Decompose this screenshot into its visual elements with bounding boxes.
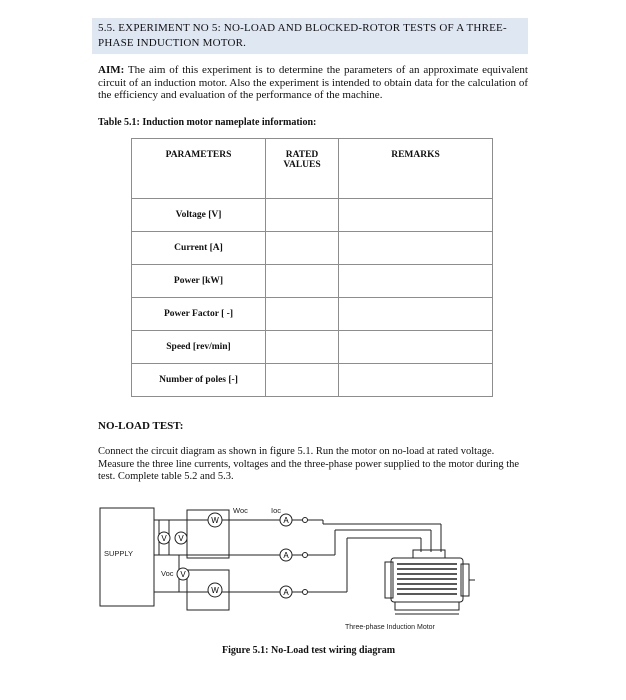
voc-label: Voc: [161, 569, 174, 578]
motor-fins: [397, 564, 457, 594]
voltmeter-3-symbol: V: [180, 570, 186, 579]
motor-end-cap-left: [385, 562, 393, 598]
parameter-cell: Speed [rev/min]: [132, 331, 266, 364]
wattmeter-bottom-symbol: W: [211, 586, 219, 595]
rated-value-cell: [266, 331, 339, 364]
wiring-diagram: [95, 500, 475, 630]
voltmeter-1-symbol: V: [161, 534, 167, 543]
table-row: [132, 364, 493, 397]
header-remarks: REMARKS: [339, 139, 493, 199]
aim-label: AIM:: [98, 64, 125, 76]
remarks-cell: [339, 298, 493, 331]
motor-base: [395, 602, 459, 610]
parameter-cell: Voltage [V]: [132, 199, 266, 232]
rated-value-cell: [266, 199, 339, 232]
aim-text: The aim of this experiment is to determine the parameters of an approximate equivalent circuit of an induction motor. Also the experiment is intended to obtain data for the calculation of the efficiency and evaluation of the performance of the machine.: [98, 64, 528, 101]
parameter-cell: Power [kW]: [132, 265, 266, 298]
wattmeter-top-symbol: W: [211, 516, 219, 525]
table-caption: Table 5.1: Induction motor nameplate information:: [98, 117, 317, 128]
noload-instructions: Connect the circuit diagram as shown in figure 5.1. Run the motor on no-load at rated voltage. Measure the three line currents, voltages and the three-phase power supplied to the motor during the test. Complete table 5.2 and 5.3.: [98, 446, 520, 482]
figure-caption: Figure 5.1: No-Load test wiring diagram: [222, 645, 396, 656]
table-row: [132, 298, 493, 331]
table-row: [132, 331, 493, 364]
header-rated-values: [266, 139, 339, 199]
parameter-cell: Current [A]: [132, 232, 266, 265]
voltmeter-2-symbol: V: [178, 534, 184, 543]
section-header: [92, 18, 528, 54]
table-row: [132, 232, 493, 265]
rated-value-cell: [266, 298, 339, 331]
ioc-label: Ioc: [271, 506, 282, 515]
parameter-cell: Power Factor [ -]: [132, 298, 266, 331]
remarks-cell: [339, 265, 493, 298]
supply-label: SUPPLY: [104, 549, 134, 558]
header-rated-line-1: RATED: [285, 150, 319, 160]
wattmeter-block-top: [187, 510, 229, 558]
table-row: [132, 199, 493, 232]
table-header-row: [132, 139, 493, 199]
table-row: [132, 265, 493, 298]
section-title-line-2: PHASE INDUCTION MOTOR.: [98, 37, 247, 49]
ammeter-3-symbol: A: [283, 588, 289, 597]
remarks-cell: [339, 232, 493, 265]
ammeter-2-symbol: A: [283, 551, 289, 560]
rated-value-cell: [266, 364, 339, 397]
ammeter-1-symbol: A: [283, 516, 289, 525]
motor-end-cap-right: [461, 564, 469, 596]
nameplate-table: [131, 138, 493, 397]
noload-title: NO-LOAD TEST:: [98, 420, 184, 432]
rated-value-cell: [266, 265, 339, 298]
header-rated-line-2: VALUES: [283, 160, 321, 170]
motor-label: Three-phase Induction Motor: [345, 624, 435, 630]
section-title-line-1: 5.5. EXPERIMENT NO 5: NO-LOAD AND BLOCKED-ROTOR TESTS OF A THREE-: [98, 22, 507, 34]
remarks-cell: [339, 199, 493, 232]
aim-paragraph: [98, 64, 528, 102]
remarks-cell: [339, 364, 493, 397]
header-parameters: PARAMETERS: [132, 139, 266, 199]
woc-label: Woc: [233, 506, 248, 515]
remarks-cell: [339, 331, 493, 364]
parameter-cell: Number of poles [-]: [132, 364, 266, 397]
motor-terminal-box: [413, 550, 445, 558]
rated-value-cell: [266, 232, 339, 265]
